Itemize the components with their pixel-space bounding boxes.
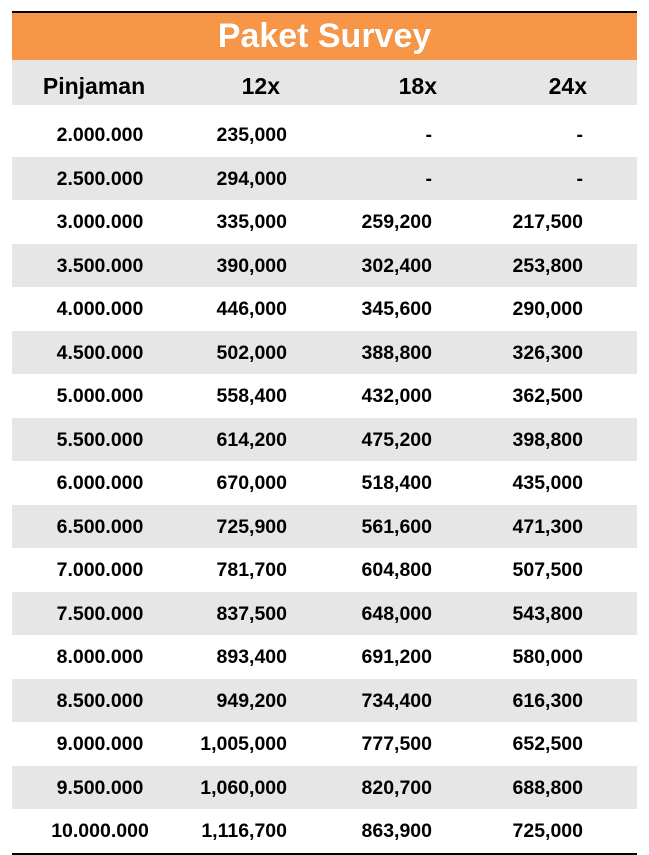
cell-12x: 781,700 — [216, 559, 287, 582]
table-row — [12, 461, 637, 505]
cell-loan: 3.500.000 — [56, 254, 144, 277]
cell-24x: - — [576, 167, 583, 190]
table-row — [12, 287, 637, 331]
cell-24x: 725,000 — [512, 820, 583, 843]
cell-loan: 7.500.000 — [56, 602, 144, 625]
cell-loan: 2.500.000 — [56, 167, 144, 190]
header-row — [12, 60, 637, 105]
cell-loan: 5.000.000 — [56, 385, 144, 408]
cell-24x: 290,000 — [512, 298, 583, 321]
cell-18x: 388,800 — [361, 341, 432, 364]
table-row — [12, 548, 637, 592]
cell-loan: 8.000.000 — [56, 646, 144, 669]
cell-loan: 7.000.000 — [56, 559, 144, 582]
cell-18x: 734,400 — [361, 689, 432, 712]
table-row — [12, 418, 637, 462]
cell-24x: 507,500 — [512, 559, 583, 582]
cell-12x: 390,000 — [216, 254, 287, 277]
table-row — [12, 809, 637, 853]
cell-24x: 435,000 — [512, 472, 583, 495]
cell-18x: 777,500 — [361, 733, 432, 756]
cell-24x: 362,500 — [512, 385, 583, 408]
header-24x: 24x — [548, 73, 587, 99]
header-loan: Pinjaman — [42, 73, 146, 99]
cell-24x: 253,800 — [512, 254, 583, 277]
table-row — [12, 244, 637, 288]
table-row — [12, 766, 637, 810]
cell-12x: 837,500 — [216, 602, 287, 625]
cell-12x: 670,000 — [216, 472, 287, 495]
cell-loan: 2.000.000 — [56, 124, 144, 147]
cell-loan: 8.500.000 — [56, 689, 144, 712]
cell-24x: 688,800 — [512, 776, 583, 799]
cell-12x: 1,060,000 — [200, 776, 287, 799]
header-12x: 12x — [241, 73, 280, 99]
cell-18x: 561,600 — [361, 515, 432, 538]
table-title: Paket Survey — [12, 13, 637, 60]
cell-loan: 10.000.000 — [51, 820, 149, 843]
cell-24x: 616,300 — [512, 689, 583, 712]
cell-loan: 4.000.000 — [56, 298, 144, 321]
cell-18x: 302,400 — [361, 254, 432, 277]
cell-24x: 471,300 — [512, 515, 583, 538]
cell-18x: 345,600 — [361, 298, 432, 321]
cell-12x: 893,400 — [216, 646, 287, 669]
cell-18x: 518,400 — [361, 472, 432, 495]
table-row — [12, 592, 637, 636]
cell-24x: 217,500 — [512, 211, 583, 234]
cell-12x: 1,005,000 — [200, 733, 287, 756]
table-row — [12, 113, 637, 157]
header-18x: 18x — [398, 73, 437, 99]
cell-12x: 502,000 — [216, 341, 287, 364]
cell-24x: 398,800 — [512, 428, 583, 451]
table-row — [12, 679, 637, 723]
table-row — [12, 722, 637, 766]
cell-12x: 335,000 — [216, 211, 287, 234]
cell-12x: 235,000 — [216, 124, 287, 147]
cell-24x: - — [576, 124, 583, 147]
cell-18x: 863,900 — [361, 820, 432, 843]
cell-18x: 432,000 — [361, 385, 432, 408]
cell-18x: 820,700 — [361, 776, 432, 799]
cell-18x: 259,200 — [361, 211, 432, 234]
cell-loan: 5.500.000 — [56, 428, 144, 451]
table-body — [12, 105, 637, 853]
cell-12x: 1,116,700 — [201, 820, 287, 843]
table-row — [12, 374, 637, 418]
cell-12x: 949,200 — [216, 689, 287, 712]
cell-18x: 604,800 — [361, 559, 432, 582]
table-row — [12, 157, 637, 201]
cell-12x: 614,200 — [216, 428, 287, 451]
table-row — [12, 331, 637, 375]
cell-18x: 475,200 — [361, 428, 432, 451]
cell-loan: 9.000.000 — [56, 733, 144, 756]
bottom-rule — [12, 853, 637, 855]
price-table — [12, 11, 637, 855]
cell-loan: 4.500.000 — [56, 341, 144, 364]
cell-18x: 648,000 — [361, 602, 432, 625]
cell-12x: 446,000 — [216, 298, 287, 321]
table-row — [12, 505, 637, 549]
table-row — [12, 635, 637, 679]
cell-24x: 580,000 — [512, 646, 583, 669]
cell-12x: 294,000 — [216, 167, 287, 190]
cell-loan: 3.000.000 — [56, 211, 144, 234]
cell-loan: 9.500.000 — [56, 776, 144, 799]
cell-12x: 725,900 — [216, 515, 287, 538]
cell-18x: 691,200 — [361, 646, 432, 669]
cell-24x: 326,300 — [512, 341, 583, 364]
cell-18x: - — [425, 124, 432, 147]
cell-18x: - — [425, 167, 432, 190]
cell-loan: 6.000.000 — [56, 472, 144, 495]
table-row — [12, 200, 637, 244]
cell-12x: 558,400 — [216, 385, 287, 408]
cell-loan: 6.500.000 — [56, 515, 144, 538]
cell-24x: 652,500 — [512, 733, 583, 756]
cell-24x: 543,800 — [512, 602, 583, 625]
